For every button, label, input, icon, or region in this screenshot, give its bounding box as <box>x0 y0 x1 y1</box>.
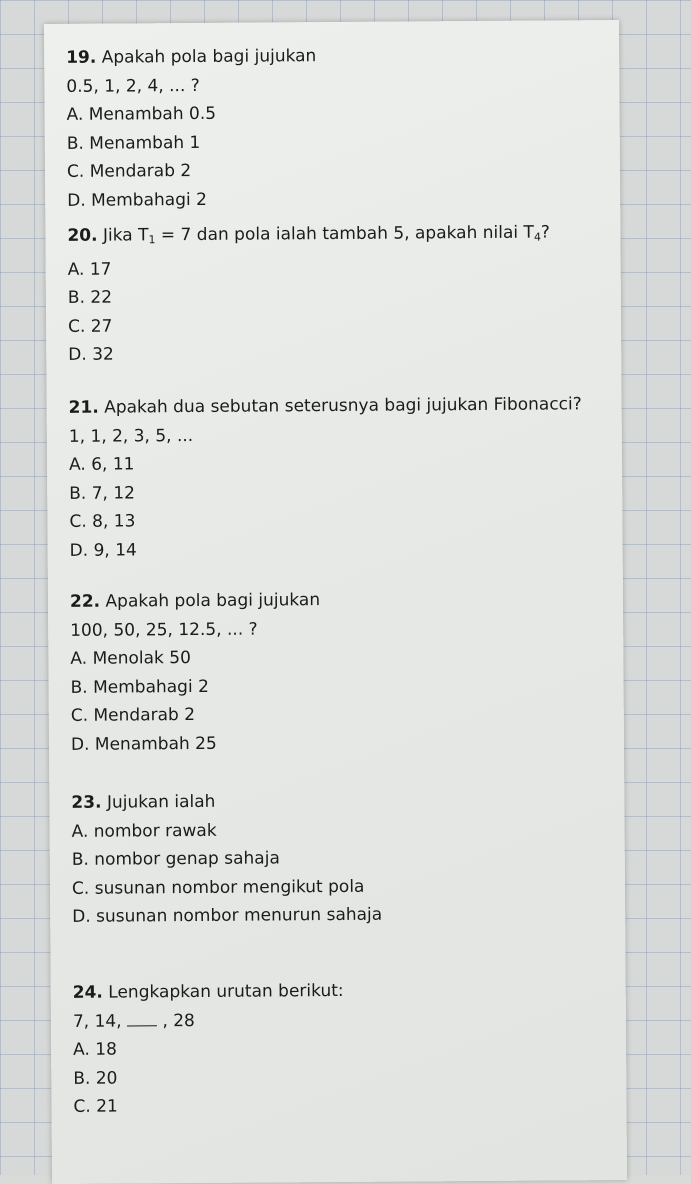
option-a: A. 17 <box>67 259 112 280</box>
subscript: 4 <box>533 230 541 244</box>
question-21-sequence: 1, 1, 2, 3, 5, ... <box>68 425 194 447</box>
question-19 <box>66 40 610 215</box>
sequence-part: , 28 <box>156 1010 195 1031</box>
question-22-sequence: 100, 50, 25, 12.5, ... ? <box>70 619 258 641</box>
option-d: D. 9, 14 <box>69 539 137 561</box>
option-a: A. Menambah 0.5 <box>66 103 217 125</box>
question-number: 20. <box>67 225 98 246</box>
option-b: B. 7, 12 <box>69 482 136 504</box>
option-d: D. 32 <box>68 344 114 365</box>
subscript: 1 <box>148 233 156 247</box>
worksheet-paper <box>44 20 627 1184</box>
option-d: D. susunan nombor menurun sahaja <box>72 904 383 927</box>
question-22 <box>70 584 614 759</box>
option-c: C. 27 <box>67 316 113 337</box>
question-20-title <box>67 218 610 255</box>
question-20 <box>67 218 611 369</box>
option-c: C. 21 <box>73 1096 118 1117</box>
option-c: C. 8, 13 <box>69 511 136 532</box>
question-text: Apakah dua sebutan seterusnya bagi jujukan Fibonacci? <box>104 394 582 418</box>
question-23 <box>71 785 615 931</box>
option-c: C. Mendarab 2 <box>70 704 196 726</box>
question-number: 21. <box>68 397 99 418</box>
question-text: Lengkapkan urutan berikut: <box>108 980 344 1003</box>
question-number: 23. <box>71 792 102 813</box>
question-19-title <box>66 40 609 72</box>
question-24-title <box>73 975 616 1007</box>
question-19-sequence: 0.5, 1, 2, 4, ... ? <box>66 75 200 97</box>
answer-blank <box>127 1011 157 1026</box>
question-text-part: = 7 dan pola ialah tambah 5, apakah nilai T <box>155 222 534 246</box>
option-a: A. 6, 11 <box>68 454 135 475</box>
question-text: Apakah pola bagi jujukan <box>101 46 317 68</box>
question-text-part: ? <box>540 222 550 243</box>
question-number: 24. <box>72 982 103 1003</box>
option-a: A. Menolak 50 <box>70 648 191 669</box>
question-21-title <box>69 390 612 422</box>
option-d: D. Menambah 25 <box>70 733 217 755</box>
question-23-title <box>71 785 614 817</box>
option-b: B. Membahagi 2 <box>70 676 209 698</box>
option-c: C. susunan nombor mengikut pola <box>71 876 365 899</box>
option-d: D. Membahagi 2 <box>67 189 207 211</box>
option-b: B. 22 <box>67 287 113 308</box>
question-21 <box>69 390 613 565</box>
question-text: Jujukan ialah <box>106 791 216 813</box>
option-b: B. nombor genap sahaja <box>71 848 280 870</box>
question-24 <box>73 975 617 1121</box>
option-b: B. Menambah 1 <box>66 132 201 154</box>
option-a: A. 18 <box>73 1039 117 1060</box>
question-number: 22. <box>69 591 101 612</box>
question-22-title <box>70 584 613 616</box>
question-24-sequence <box>73 1004 616 1036</box>
question-text: Apakah pola bagi jujukan <box>105 590 321 612</box>
question-number: 19. <box>66 47 97 68</box>
question-text-part: Jika T <box>102 225 149 246</box>
option-b: B. 20 <box>73 1068 118 1089</box>
sequence-part: 7, 14, <box>72 1010 128 1032</box>
option-c: C. Mendarab 2 <box>66 160 192 182</box>
option-a: A. nombor rawak <box>71 820 217 842</box>
